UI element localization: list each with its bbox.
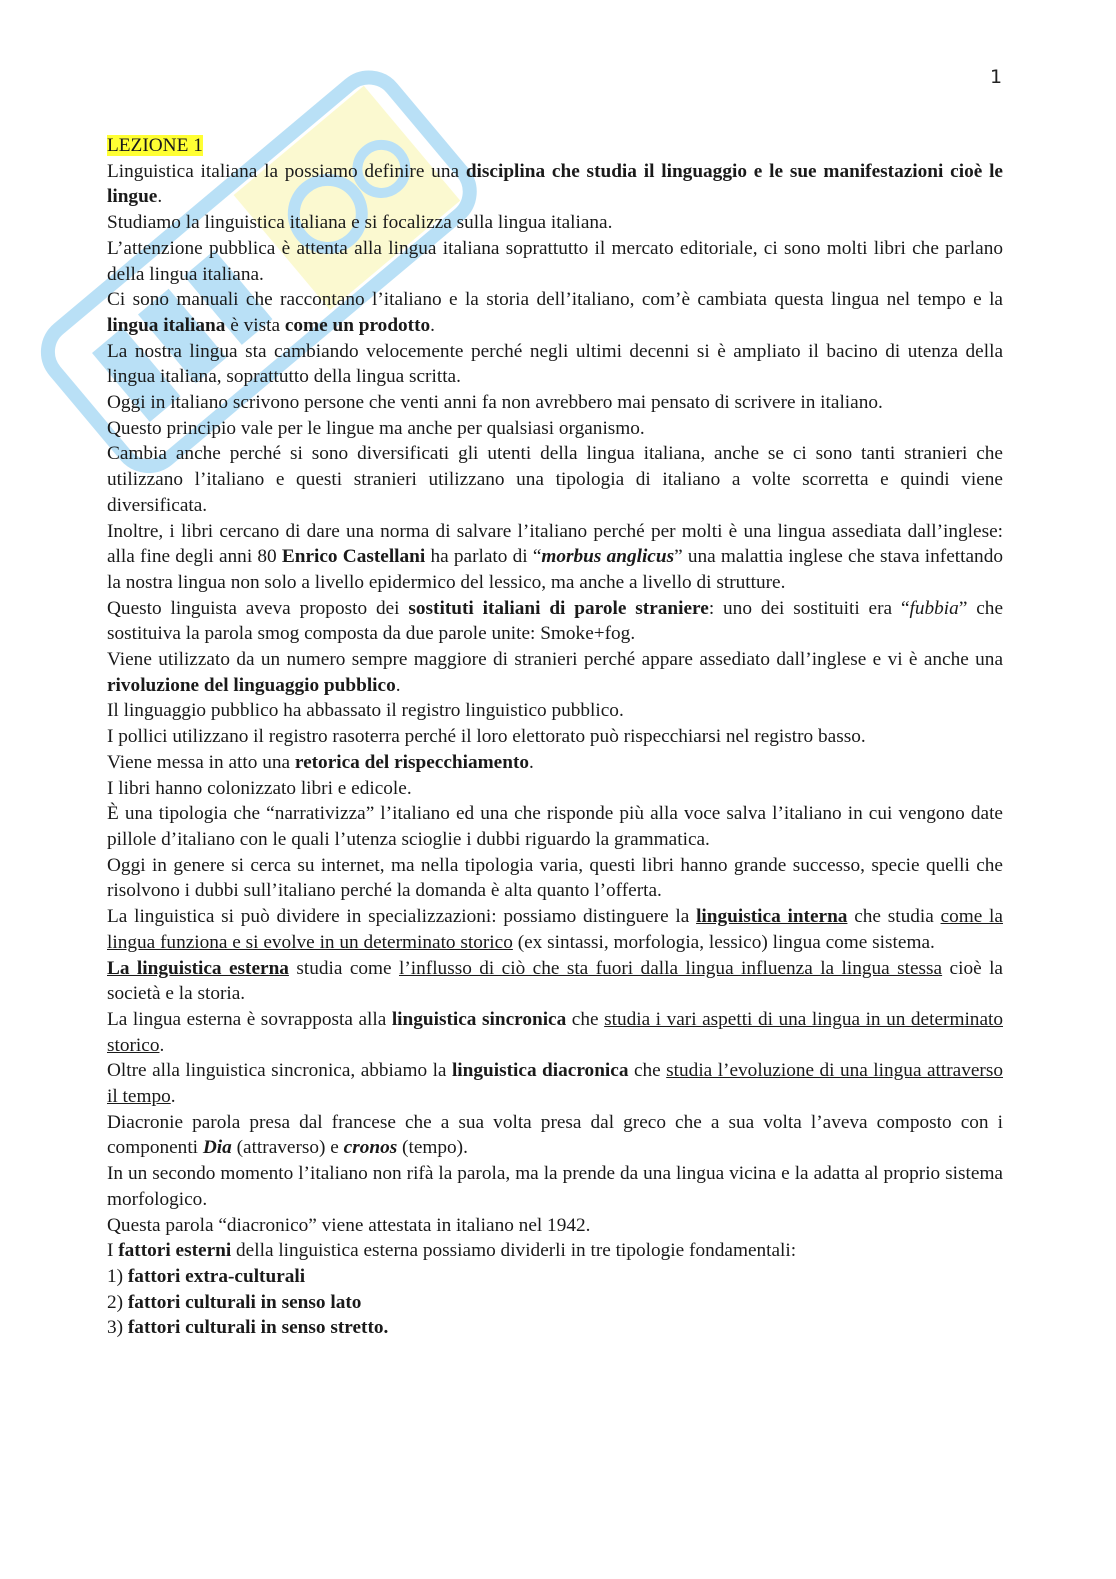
paragraph: I fattori esterni della linguistica esterna possiamo dividerli in tre tipologie fondamentali: [107,1240,797,1262]
paragraph: I pollici utilizzano il registro rasoterra perché il loro elettorato può rispecchiarsi nel registro basso. [107,726,866,748]
lesson-title [107,133,1003,159]
paragraph: Oltre alla linguistica sincronica, abbiamo la linguistica diacronica che studia l’evoluzione di una lingua attraverso il tempo. [107,1060,1003,1108]
paragraph: Viene messa in atto una retorica del rispecchiamento. [107,751,534,773]
paragraph: Oggi in italiano scrivono persone che venti anni fa non avrebbero mai pensato di scrivere in italiano. [107,392,883,414]
paragraph: Viene utilizzato da un numero sempre maggiore di stranieri perché appare assediato dall’inglese e vi è anche una rivoluzione del linguaggio pubblico. [107,649,1003,696]
paragraph: Questa parola “diacronico” viene attestata in italiano nel 1942. [107,1214,591,1236]
paragraph: In un secondo momento l’italiano non rifà la parola, ma la prende da una lingua vicina e la adatta al proprio sistema morfologico. [107,1163,1003,1210]
paragraph: La linguistica si può dividere in specializzazioni: possiamo distinguere la linguistica interna che studia come la lingua funziona e si evolve in un determinato storico (ex sintassi, morfologia, lessico) lingua come sistema. [107,906,1003,953]
paragraph: Ci sono manuali che raccontano l’italiano e la storia dell’italiano, com’è cambiata questa lingua nel tempo e la lingua italiana è vista come un prodotto. [107,289,1003,336]
paragraph: La linguistica esterna studia come l’influsso di ciò che sta fuori dalla lingua influenza la lingua stessa cioè la società e la storia. [107,957,1003,1005]
lesson-title-text: LEZIONE 1 [107,135,203,156]
paragraph: Inoltre, i libri cercano di dare una norma di salvare l’italiano perché per molti è una lingua assediata dall’inglese: alla fine degli anni 80 Enrico Castellani ha parlato di “morbus anglicus” una malattia inglese che stava infettando la nostra lingua non solo a livello epidermico del lessico, ma anche a livello di strutture. [107,520,1003,593]
paragraph: Linguistica italiana la possiamo definire una disciplina che studia il linguaggio e le sue manifestazioni cioè le lingue. [107,160,1003,208]
paragraph: L’attenzione pubblica è attenta alla lingua italiana soprattutto il mercato editoriale, ci sono molti libri che parlano della lingua italiana. [107,237,1003,285]
paragraph: Oggi in genere si cerca su internet, ma nella tipologia varia, questi libri hanno grande successo, specie quelli che risolvono i dubbi sull’italiano perché la domanda è alta quanto l’offerta. [107,854,1003,902]
paragraph: I libri hanno colonizzato libri e edicole. [107,777,412,799]
paragraph: Questo linguista aveva proposto dei sostituti italiani di parole straniere: uno dei sostituiti era “fubbia” che sostituiva la parola smog composta da due parole unite: Smoke+fog. [107,597,1003,645]
list-item: 1) fattori extra-culturali [107,1265,306,1287]
paragraph: Diacronie parola presa dal francese che a sua volta presa dal greco che a sua volta l’aveva composto con i componenti Dia (attraverso) e cronos (tempo). [107,1111,1003,1159]
paragraph: La nostra lingua sta cambiando velocemente perché negli ultimi decenni si è ampliato il bacino di utenza della lingua italiana, soprattutto della lingua scritta. [107,340,1003,388]
document-body [107,133,1003,1341]
paragraph: Il linguaggio pubblico ha abbassato il registro linguistico pubblico. [107,700,624,722]
list-item: 3) fattori culturali in senso stretto. [107,1317,389,1339]
paragraph: Questo principio vale per le lingue ma anche per qualsiasi organismo. [107,417,645,439]
page-number: 1 [990,66,1003,88]
paragraph: La lingua esterna è sovrapposta alla linguistica sincronica che studia i vari aspetti di una lingua in un determinato storico. [107,1008,1003,1056]
paragraph: Studiamo la linguistica italiana e si focalizza sulla lingua italiana. [107,212,613,234]
paragraph: È una tipologia che “narrativizza” l’italiano ed una che risponde più alla voce salva l’italiano in cui vengono date pillole d’italiano con le quali l’utenza scioglie i dubbi riguardo la grammatica. [107,803,1003,850]
list-item: 2) fattori culturali in senso lato [107,1291,362,1313]
paragraph: Cambia anche perché si sono diversificati gli utenti della lingua italiana, anche se ci sono tanti stranieri che utilizzano l’italiano e questi stranieri utilizzano una tipologia di italiano a volte scorretta e quindi viene diversificata. [107,443,1003,516]
